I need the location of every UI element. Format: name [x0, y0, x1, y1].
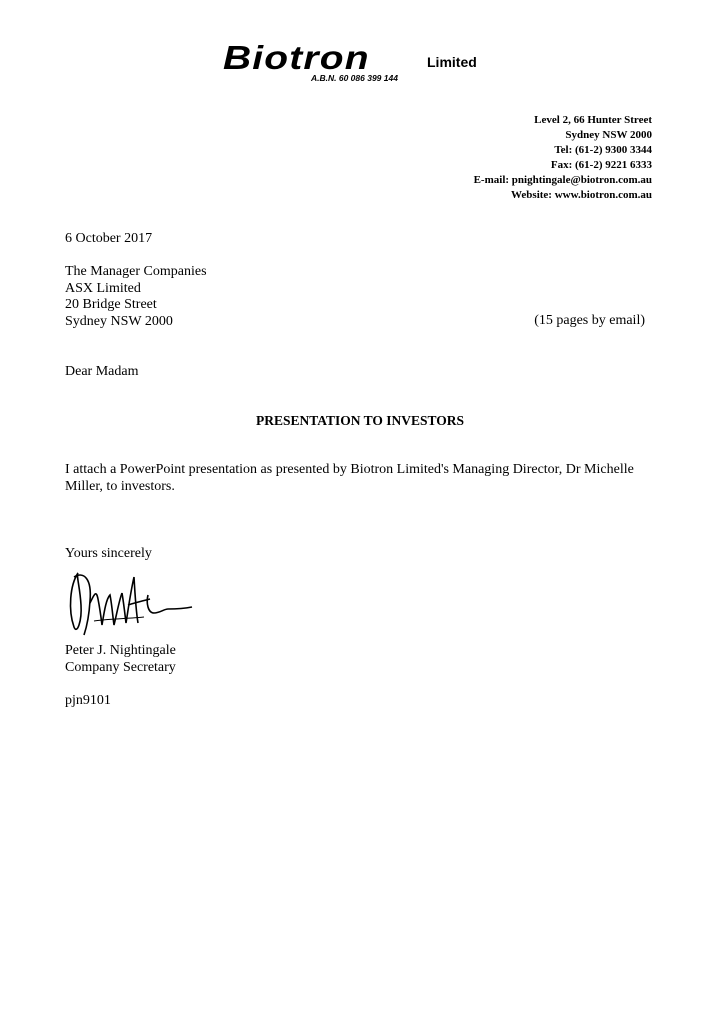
recipient-line-1: The Manager Companies: [65, 264, 207, 279]
logo-suffix: Limited: [427, 54, 477, 70]
letter-date: 6 October 2017: [65, 231, 153, 246]
signature-image: [64, 565, 196, 640]
subject-heading: PRESENTATION TO INVESTORS: [255, 413, 465, 428]
address-website: Website: www.biotron.com.au: [511, 189, 652, 201]
signer-block: [65, 643, 176, 676]
reference-code: pjn9101: [65, 693, 111, 708]
recipient-line-4: Sydney NSW 2000: [65, 313, 173, 329]
signer-title: Company Secretary: [65, 659, 176, 675]
address-tel: Tel: (61-2) 9300 3344: [554, 144, 652, 156]
recipient-line-3: 20 Bridge Street: [65, 297, 157, 312]
salutation: Dear Madam: [65, 364, 139, 379]
body-paragraph: I attach a PowerPoint presentation as presented by Biotron Limited's Managing Director, Dr Michelle Miller, to investors.: [65, 462, 634, 494]
company-logo: [223, 40, 513, 90]
address-fax: Fax: (61-2) 9221 6333: [550, 159, 652, 171]
recipient-address: [65, 264, 207, 330]
address-email: E-mail: pnightingale@biotron.com.au: [473, 174, 652, 186]
address-line-1: Level 2, 66 Hunter Street: [534, 114, 652, 126]
recipient-line-2: ASX Limited: [65, 280, 141, 296]
pages-note: (15 pages by email): [534, 313, 645, 328]
signer-name: Peter J. Nightingale: [65, 643, 176, 658]
logo-name: Biotron: [223, 39, 370, 76]
address-block: [474, 113, 652, 203]
address-line-2: Sydney NSW 2000: [565, 129, 652, 141]
abn-number: A.B.N. 60 086 399 144: [311, 73, 398, 83]
closing: Yours sincerely: [65, 546, 152, 561]
